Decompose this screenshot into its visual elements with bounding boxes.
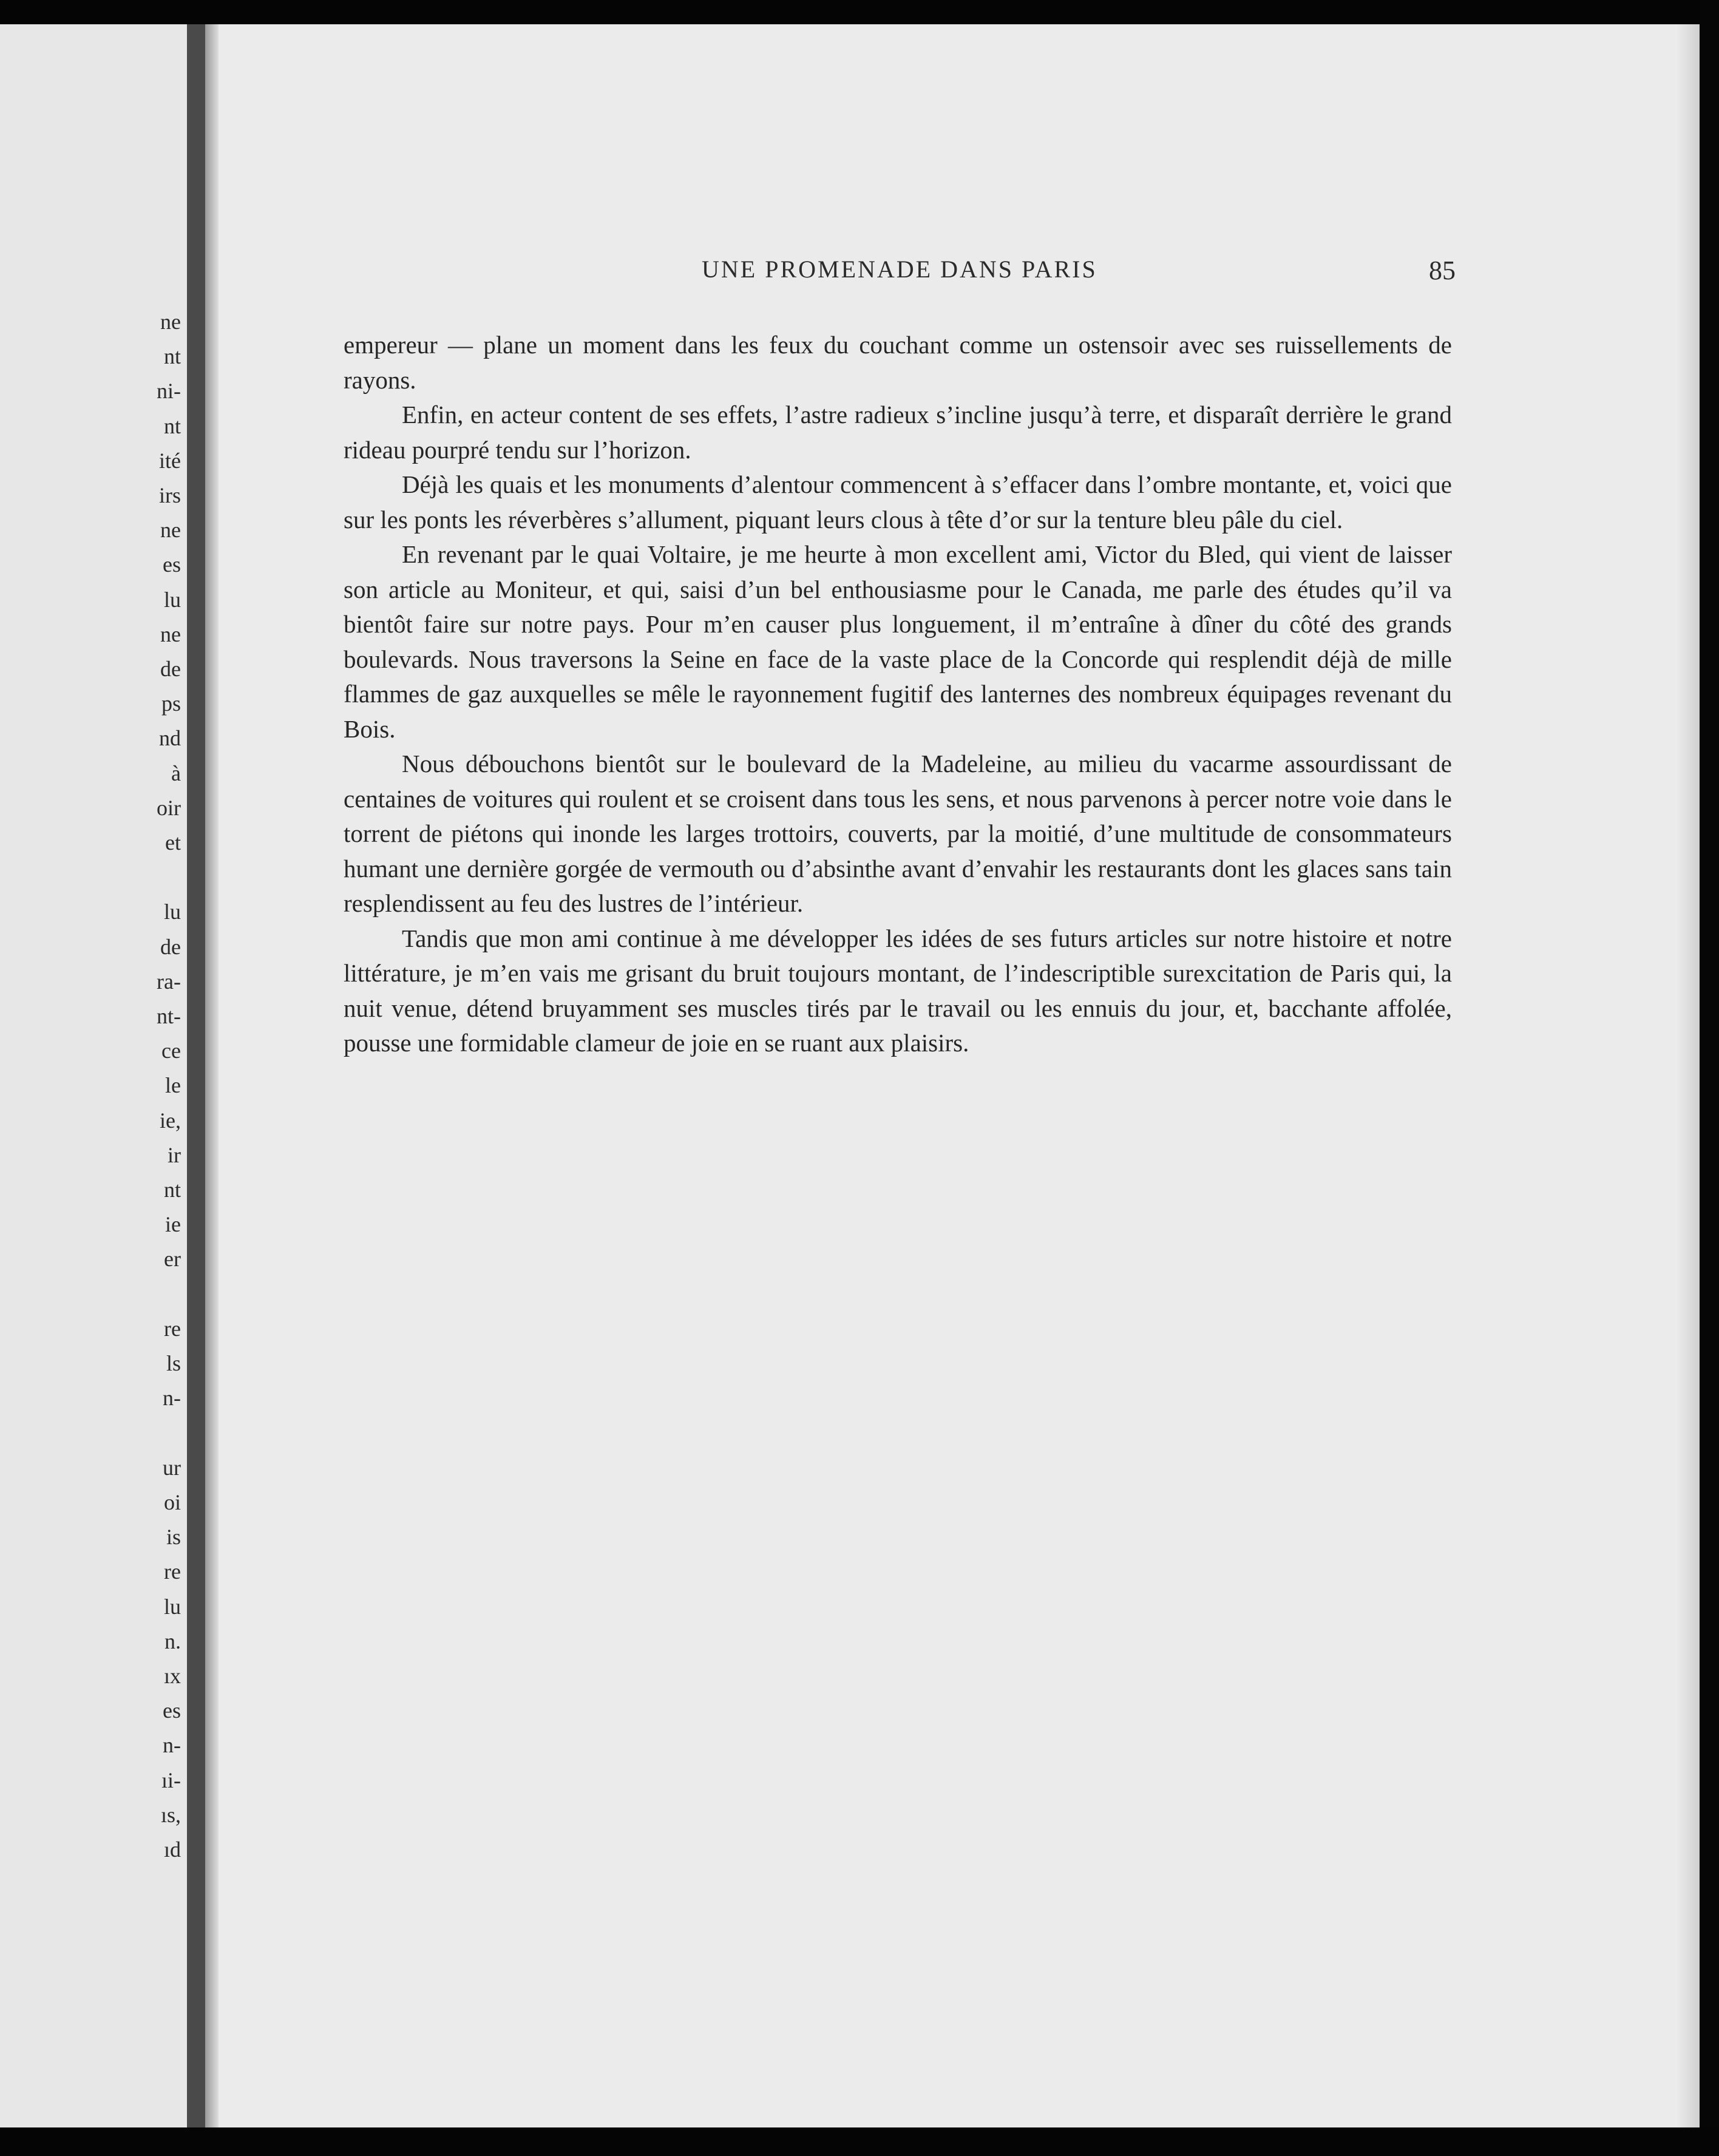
running-head: UNE PROMENADE DANS PARIS [702, 256, 1097, 283]
facing-line-fragment: is [166, 1525, 181, 1550]
facing-line-fragment: ie [165, 1212, 181, 1237]
facing-line-fragment: ne [160, 518, 181, 543]
facing-line-fragment: de [160, 934, 181, 959]
facing-line-fragment: es [163, 1698, 181, 1723]
facing-line-fragment: ps [161, 691, 181, 716]
facing-line-fragment: à [171, 761, 181, 785]
facing-line-fragment: oir [157, 795, 181, 820]
facing-line-fragment: ne [160, 622, 181, 646]
facing-line-fragment: ie, [160, 1108, 181, 1133]
facing-line-fragment: nt [163, 1178, 181, 1202]
facing-line-fragment: le [165, 1073, 181, 1098]
facing-line-fragment: nt [163, 344, 181, 369]
facing-line-fragment: ne [160, 310, 181, 334]
facing-line-fragment: er [164, 1247, 181, 1272]
facing-line-fragment: lu [163, 587, 181, 612]
facing-line-fragment: ce [161, 1039, 181, 1063]
facing-line-fragment: nd [159, 726, 181, 751]
facing-line-fragment: ıd [163, 1837, 181, 1862]
film-border-right [1700, 0, 1719, 2156]
paragraph: Tandis que mon ami continue à me développer les idées de ses futurs articles sur notre histoire et notre littérature, je m’en vais me grisant du bruit toujours montant, de l’indescriptible surexcitation de Paris qui, la nuit venue, détend bruyamment ses muscles tirés par le travail ou les ennuis du jour, et, bacchante affolée, pousse une formidable clameur de joie en se ruant aux plaisirs. [344, 924, 1452, 1057]
facing-page-left [0, 24, 187, 2127]
facing-line-fragment: ıs, [160, 1802, 181, 1827]
facing-line-fragment [157, 860, 181, 895]
facing-line-fragment [157, 1277, 181, 1312]
paragraph: En revenant par le quai Voltaire, je me heurte à mon excellent ami, Victor du Bled, qui vient de laisser son article au Moniteur, et qui, saisi d’un bel enthousiasme pour le Canada, me parle des études qu’il va bientôt faire sur notre pays. Pour m’en causer plus longuement, il m’entraîne à dîner du côté des grands boulevards. Nous traversons la Seine en face de la vaste place de la Concorde qui resplendit déjà de mille flammes de gaz auxquelles se mêle le rayonnement fugitif des lanternes des nombreux équipages revenant du Bois. [344, 540, 1452, 743]
paragraph: Enfin, en acteur content de ses effets, l’astre radieux s’incline jusqu’à terre, et disparaît derrière le grand rideau pourpré tendu sur l’horizon. [344, 401, 1452, 464]
body-text [344, 328, 1452, 1061]
paragraph: empereur — plane un moment dans les feux du couchant comme un ostensoir avec ses ruissellements de rayons. [344, 331, 1452, 394]
page-number: 85 [1429, 256, 1456, 285]
facing-line-fragment: oi [163, 1490, 181, 1514]
facing-line-fragment: ıx [163, 1663, 181, 1688]
facing-line-fragment: re [164, 1559, 181, 1584]
facing-line-fragment: nt- [157, 1004, 181, 1029]
film-border-bottom [0, 2127, 1719, 2156]
facing-line-fragment: ni- [157, 379, 181, 404]
facing-line-fragment: ls [166, 1351, 181, 1376]
facing-line-fragment: ra- [157, 969, 181, 994]
facing-line-fragment [157, 1416, 181, 1451]
facing-line-fragment: ir [168, 1142, 181, 1167]
facing-line-fragment: ıi- [161, 1768, 181, 1792]
paragraph: Déjà les quais et les monuments d’alentour commencent à s’effacer dans l’ombre montante, et, voici que sur les ponts les réverbères s’allument, piquant leurs clous à tête d’or sur la tenture bleu pâle du ciel. [344, 470, 1452, 534]
paragraph: Nous débouchons bientôt sur le boulevard de la Madeleine, au milieu du vacarme assourdissant de centaines de voitures qui roulent et se croisent dans tous les sens, et nous parvenons à percer notre voie dans le torrent de piétons qui inonde les larges trottoirs, couverts, par la moitié, d’une multitude de consommateurs humant une dernière gorgée de vermouth ou d’absinthe avant d’envahir les restaurants dont les glaces sans tain resplendissent au feu des lustres de l’intérieur. [344, 750, 1452, 917]
facing-line-fragment: n- [163, 1386, 181, 1411]
facing-line-fragment: lu [163, 900, 181, 924]
facing-line-fragment: de [160, 657, 181, 682]
facing-line-fragment: ité [159, 448, 181, 473]
facing-line-fragment: n- [163, 1733, 181, 1758]
facing-line-fragment: ur [163, 1455, 181, 1480]
gutter-shadow [205, 24, 219, 2127]
film-border-top [0, 0, 1719, 24]
facing-line-fragment: et [165, 830, 181, 855]
facing-line-fragment: n. [164, 1629, 181, 1653]
facing-line-fragment: es [163, 552, 181, 577]
facing-line-fragment: nt [163, 413, 181, 438]
facing-line-fragment: re [164, 1316, 181, 1341]
page-edge-shadow [1677, 24, 1700, 2127]
facing-page-line-endings [157, 305, 181, 1867]
book-gutter [187, 24, 205, 2127]
facing-line-fragment: irs [159, 483, 181, 508]
facing-line-fragment: lu [163, 1594, 181, 1619]
